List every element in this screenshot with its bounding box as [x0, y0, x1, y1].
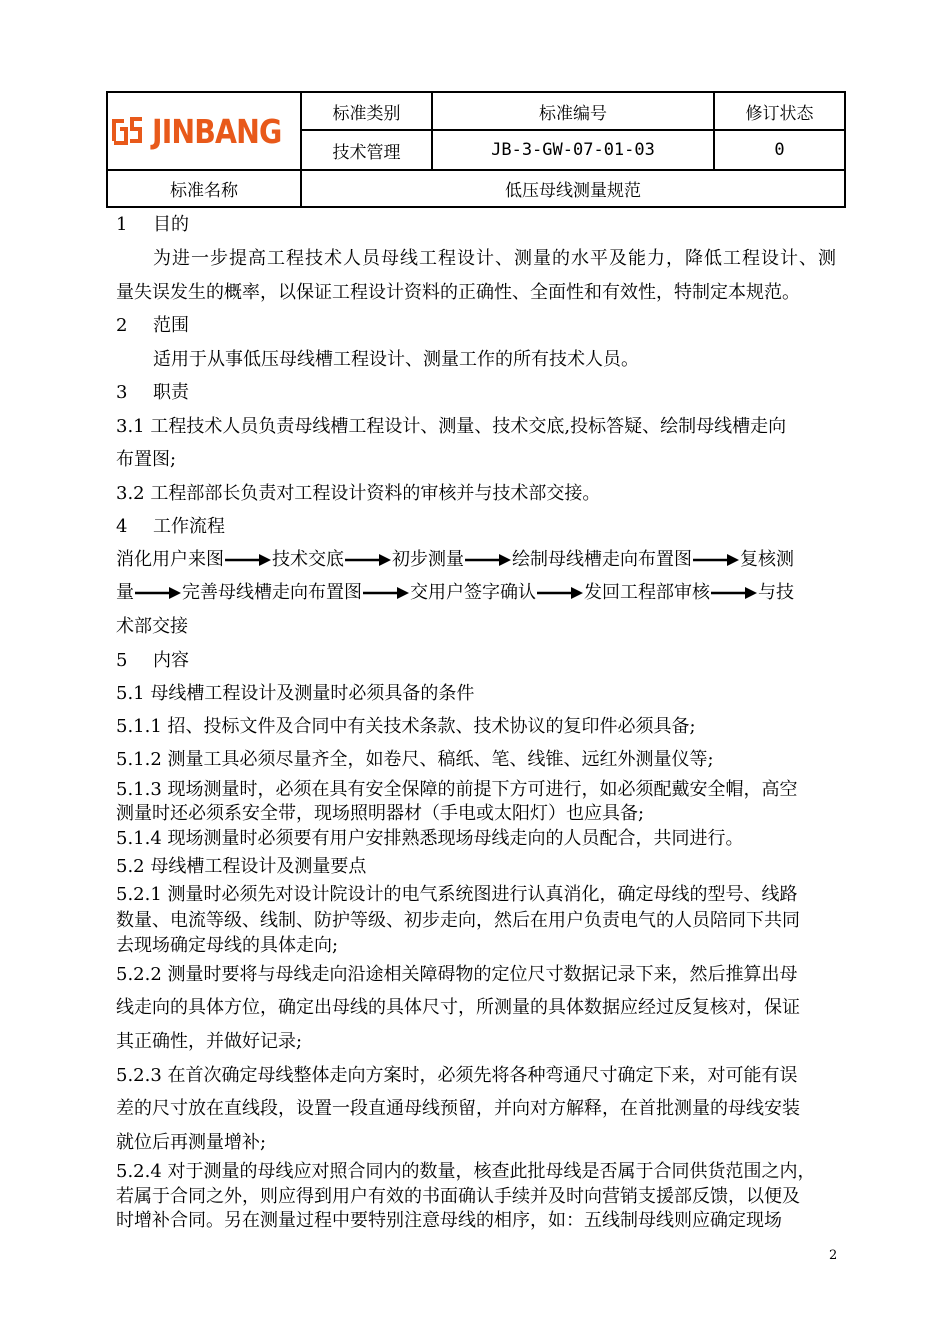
paragraph-line: 布置图; — [116, 449, 177, 470]
flow-step: 交用户签字确认 — [410, 582, 536, 603]
paragraph-line: 5.2.4 对于测量的母线应对照合同内的数量，核查此批母线是否属于合同供货范围之内， — [116, 1161, 816, 1182]
revision-header: 修订状态 — [715, 93, 844, 131]
paragraph-line: 5.2.1 测量时必须先对设计院设计的电气系统图进行认真消化，确定母线的型号、线路 — [116, 884, 798, 905]
page-number: 2 — [829, 1248, 838, 1263]
section-heading: 4 工作流程 — [116, 516, 225, 537]
paragraph-line: 5.1.1 招、投标文件及合同中有关技术条款、技术协议的复印件必须具备; — [116, 716, 696, 737]
name-label: 标准名称 — [108, 171, 302, 206]
flow-step: 术部交接 — [116, 616, 188, 637]
flow-step: 发回工程部审核 — [584, 582, 710, 603]
paragraph-line: 就位后再测量增补; — [116, 1132, 267, 1153]
section-heading: 1 目的 — [116, 214, 189, 235]
standard-name: 低压母线测量规范 — [505, 181, 641, 201]
paragraph-line: 线走向的具体方位，确定出母线的具体尺寸，所测量的具体数据应经过反复核对，保证 — [116, 997, 800, 1018]
section-heading: 2 范围 — [116, 315, 189, 336]
category-header: 标准类别 — [302, 93, 433, 131]
arrow-right-icon — [711, 586, 757, 600]
paragraph-line: 若属于合同之外，则应得到用户有效的书面确认手续并及时向营销支援部反馈，以便及 — [116, 1186, 800, 1207]
flow-row — [116, 616, 188, 638]
paragraph-line: 差的尺寸放在直线段，设置一段直通母线预留，并向对方解释，在首批测量的母线安装 — [116, 1098, 800, 1119]
number-value: JB-3-GW-07-01-03 — [433, 131, 715, 171]
header-table — [106, 91, 846, 208]
number-header: 标准编号 — [433, 93, 715, 131]
arrow-right-icon — [363, 586, 409, 600]
flow-step: 消化用户来图 — [116, 549, 224, 570]
arrow-right-icon — [225, 553, 271, 567]
jinbang-mark-icon — [106, 111, 148, 151]
category-value: 技术管理 — [302, 131, 433, 171]
subsection-heading: 5.1 母线槽工程设计及测量时必须具备的条件 — [116, 683, 475, 704]
paragraph-line: 去现场确定母线的具体走向; — [116, 935, 339, 956]
flow-step: 与技 — [758, 582, 794, 603]
paragraph-line: 数量、电流等级、线制、防护等级、初步走向，然后在用户负责电气的人员陪同下共同 — [116, 910, 800, 931]
company-logo — [106, 111, 303, 151]
arrow-right-icon — [135, 586, 181, 600]
flow-row — [116, 549, 794, 571]
flow-row — [116, 582, 794, 604]
paragraph-line: 其正确性，并做好记录; — [116, 1031, 303, 1052]
paragraph-line: 5.2.2 测量时要将与母线走向沿途相关障碍物的定位尺寸数据记录下来，然后推算出母 — [116, 964, 798, 985]
flow-step: 复核测 — [740, 549, 794, 570]
flow-step: 技术交底 — [272, 549, 344, 570]
section-heading: 5 内容 — [116, 650, 189, 671]
revision-value: 0 — [715, 131, 844, 171]
flow-step: 绘制母线槽走向布置图 — [512, 549, 692, 570]
paragraph-line: 5.2.3 在首次确定母线整体走向方案时，必须先将各种弯通尺寸确定下来，对可能有误 — [116, 1065, 798, 1086]
paragraph-line: 时增补合同。另在测量过程中要特别注意母线的相序，如：五线制母线则应确定现场 — [116, 1210, 782, 1231]
paragraph-line: 为进一步提高工程技术人员母线工程设计、测量的水平及能力，降低工程设计、测 — [153, 248, 836, 269]
paragraph-line: 量失误发生的概率，以保证工程设计资料的正确性、全面性和有效性，特制定本规范。 — [116, 282, 800, 303]
paragraph-line: 测量时还必须系安全带，现场照明器材（手电或太阳灯）也应具备; — [116, 803, 645, 824]
logo-cell — [108, 93, 302, 171]
paragraph-line: 5.1.2 测量工具必须尽量齐全，如卷尺、稿纸、笔、线锥、远红外测量仪等; — [116, 749, 714, 770]
paragraph-line: 3.2 工程部部长负责对工程设计资料的审核并与技术部交接。 — [116, 483, 601, 504]
paragraph-line: 5.1.3 现场测量时，必须在具有安全保障的前提下方可进行，如必须配戴安全帽，高空 — [116, 779, 798, 800]
arrow-right-icon — [345, 553, 391, 567]
flow-step: 初步测量 — [392, 549, 464, 570]
arrow-right-icon — [537, 586, 583, 600]
logo-text: JINBANG — [151, 111, 282, 151]
paragraph-line: 5.1.4 现场测量时必须要有用户安排熟悉现场母线走向的人员配合，共同进行。 — [116, 828, 744, 849]
arrow-right-icon — [465, 553, 511, 567]
paragraph-line: 3.1 工程技术人员负责母线槽工程设计、测量、技术交底,投标答疑、绘制母线槽走向 — [116, 416, 787, 437]
paragraph-line: 适用于从事低压母线槽工程设计、测量工作的所有技术人员。 — [153, 349, 639, 370]
flow-step: 量 — [116, 582, 134, 603]
flow-step: 完善母线槽走向布置图 — [182, 582, 362, 603]
subsection-heading: 5.2 母线槽工程设计及测量要点 — [116, 856, 367, 877]
arrow-right-icon — [693, 553, 739, 567]
section-heading: 3 职责 — [116, 382, 189, 403]
